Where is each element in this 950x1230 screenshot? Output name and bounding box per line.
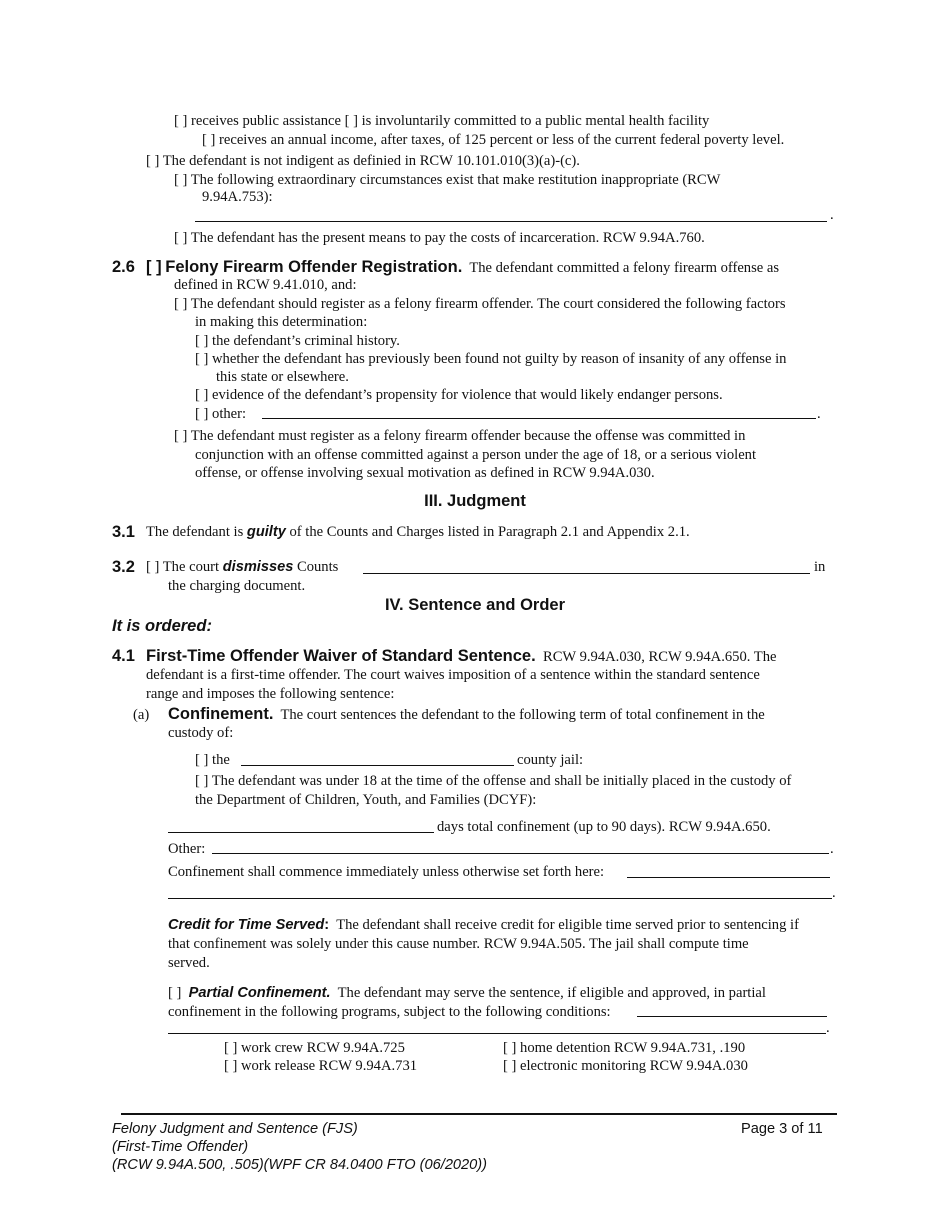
dismissed-counts-blank[interactable]	[363, 573, 810, 574]
partial-line1	[168, 984, 766, 1002]
factor-criminal-history: [ ] the defendant’s criminal history.	[195, 333, 400, 349]
felony-firearm-text2: defined in RCW 9.41.010, and:	[174, 277, 357, 293]
county-name-blank[interactable]	[241, 765, 514, 766]
factor-insanity: [ ] whether the defendant has previously been found not guilty by reason of insanity of any offense in	[195, 351, 787, 367]
county-jail-checkbox[interactable]: [ ] the	[195, 752, 230, 768]
section-3-2-text	[146, 558, 338, 576]
dismisses-counts: Counts	[293, 559, 339, 575]
section-2-6-number: 2.6	[112, 258, 135, 276]
indigency-public-assistance-line: [ ] receives public assistance [ ] is involuntarily committed to a public mental health facility	[174, 113, 710, 129]
dcyf-line1: [ ] The defendant was under 18 at the time of the offense and shall be initially placed in the custody of	[195, 773, 792, 789]
program-home-detention[interactable]: [ ] home detention RCW 9.94A.731, .190	[503, 1040, 746, 1056]
credit-text3: served.	[168, 955, 210, 971]
footer-subtitle: (First-Time Offender)	[112, 1139, 249, 1155]
guilty-word: guilty	[246, 524, 286, 540]
commence-blank-2[interactable]	[168, 898, 832, 899]
commence-blank-1[interactable]	[627, 877, 830, 878]
partial-title: Partial Confinement.	[188, 985, 331, 1001]
partial-checkbox[interactable]: [ ]	[168, 985, 182, 1001]
factor-insanity-line2: this state or elsewhere.	[216, 369, 349, 385]
must-register-line1: [ ] The defendant must register as a felony firearm offender because the offense was committed in	[174, 428, 746, 444]
days-total-confinement: days total confinement (up to 90 days). RCW 9.94A.650.	[437, 819, 771, 835]
days-blank[interactable]	[168, 832, 434, 833]
confinement-heading	[168, 704, 765, 725]
confinement-title: Confinement.	[168, 705, 274, 723]
section-2-6-heading	[146, 257, 779, 278]
county-jail-label: county jail:	[517, 752, 584, 768]
subsection-a-label: (a)	[133, 707, 150, 723]
first-time-offender-text2: defendant is a first-time offender. The court waives imposition of a sentence within the standard sentence	[146, 667, 760, 683]
dcyf-line2: the Department of Children, Youth, and Families (DCYF):	[195, 792, 537, 808]
program-work-crew[interactable]: [ ] work crew RCW 9.94A.725	[224, 1040, 405, 1056]
partial-text1: The defendant may serve the sentence, if eligible and approved, in partial	[337, 985, 766, 1001]
credit-text2: that confinement was solely under this cause number. RCW 9.94A.505. The jail shall compute time	[168, 936, 749, 952]
period: .	[832, 885, 836, 901]
felony-firearm-text1: The defendant committed a felony firearm offense as	[469, 260, 780, 276]
commence-label: Confinement shall commence immediately unless otherwise set forth here:	[168, 864, 605, 880]
extraordinary-circumstances-line: [ ] The following extraordinary circumstances exist that make restitution inappropriate (RCW	[174, 172, 721, 188]
factor-violence: [ ] evidence of the defendant’s propensity for violence that would likely endanger persons.	[195, 387, 723, 403]
footer-citation: (RCW 9.94A.500, .505)(WPF CR 84.0400 FTO (06/2020))	[112, 1157, 487, 1173]
section-4-1-number: 4.1	[112, 647, 135, 665]
sentence-heading: IV. Sentence and Order	[384, 596, 566, 614]
felony-firearm-title: Felony Firearm Offender Registration.	[165, 258, 463, 276]
footer-title: Felony Judgment and Sentence (FJS)	[112, 1121, 358, 1137]
partial-conditions-blank-1[interactable]	[637, 1016, 827, 1017]
footer-rule	[121, 1113, 837, 1115]
period: .	[817, 406, 821, 422]
extraordinary-circumstances-rcw: 9.94A.753):	[202, 189, 273, 205]
felony-firearm-checkbox[interactable]: [ ]	[146, 258, 162, 276]
not-indigent-line: [ ] The defendant is not indigent as definied in RCW 10.101.010(3)(a)-(c).	[146, 153, 580, 169]
dismisses-pre: [ ] The court	[146, 559, 223, 575]
section-3-2-number: 3.2	[112, 558, 135, 576]
it-is-ordered: It is ordered:	[112, 617, 212, 635]
credit-text1: The defendant shall receive credit for eligible time served prior to sentencing if	[336, 917, 799, 933]
confinement-text1: The court sentences the defendant to the following term of total confinement in the	[280, 707, 765, 723]
must-register-line3: offense, or offense involving sexual motivation as defined in RCW 9.94A.030.	[195, 465, 655, 481]
judgment-heading: III. Judgment	[424, 492, 526, 510]
should-register-line: [ ] The defendant should register as a felony firearm offender. The court considered the following factors	[174, 296, 786, 312]
charging-document: the charging document.	[168, 578, 306, 594]
should-register-line2: in making this determination:	[195, 314, 368, 330]
other-blank[interactable]	[212, 853, 829, 854]
first-time-offender-text3: range and imposes the following sentence:	[146, 686, 395, 702]
partial-conditions-blank-2[interactable]	[168, 1033, 826, 1034]
factor-other: [ ] other:	[195, 406, 247, 422]
period: .	[826, 1020, 830, 1036]
period: .	[830, 841, 834, 857]
credit-colon: :	[324, 917, 330, 933]
extraordinary-circumstances-blank[interactable]	[195, 221, 827, 222]
first-time-offender-text1: RCW 9.94A.030, RCW 9.94A.650. The	[542, 649, 777, 665]
must-register-line2: conjunction with an offense committed against a person under the age of 18, or a serious violent	[195, 447, 757, 463]
program-work-release[interactable]: [ ] work release RCW 9.94A.731	[224, 1058, 418, 1074]
partial-text2: confinement in the following programs, subject to the following conditions:	[168, 1004, 611, 1020]
guilty-post: of the Counts and Charges listed in Paragraph 2.1 and Appendix 2.1.	[285, 524, 690, 540]
first-time-offender-title: First-Time Offender Waiver of Standard Sentence.	[146, 647, 536, 665]
program-electronic-monitoring[interactable]: [ ] electronic monitoring RCW 9.94A.030	[503, 1058, 748, 1074]
other-label: Other:	[168, 841, 206, 857]
section-3-1-text	[146, 523, 690, 541]
page-number: Page 3 of 11	[741, 1121, 823, 1137]
period: .	[830, 207, 834, 223]
credit-line1	[168, 916, 799, 934]
credit-title: Credit for Time Served	[168, 917, 325, 933]
guilty-pre: The defendant is	[146, 524, 247, 540]
dismisses-word: dismisses	[222, 559, 294, 575]
section-3-1-number: 3.1	[112, 523, 135, 541]
section-4-1-heading	[146, 646, 776, 667]
indigency-income-line: [ ] receives an annual income, after taxes, of 125 percent or less of the current federal poverty level.	[202, 132, 785, 148]
dismisses-in: in	[814, 559, 826, 575]
factor-other-blank[interactable]	[262, 418, 816, 419]
confinement-text2: custody of:	[168, 725, 234, 741]
incarceration-costs-line: [ ] The defendant has the present means to pay the costs of incarceration. RCW 9.94A.760.	[174, 230, 705, 246]
